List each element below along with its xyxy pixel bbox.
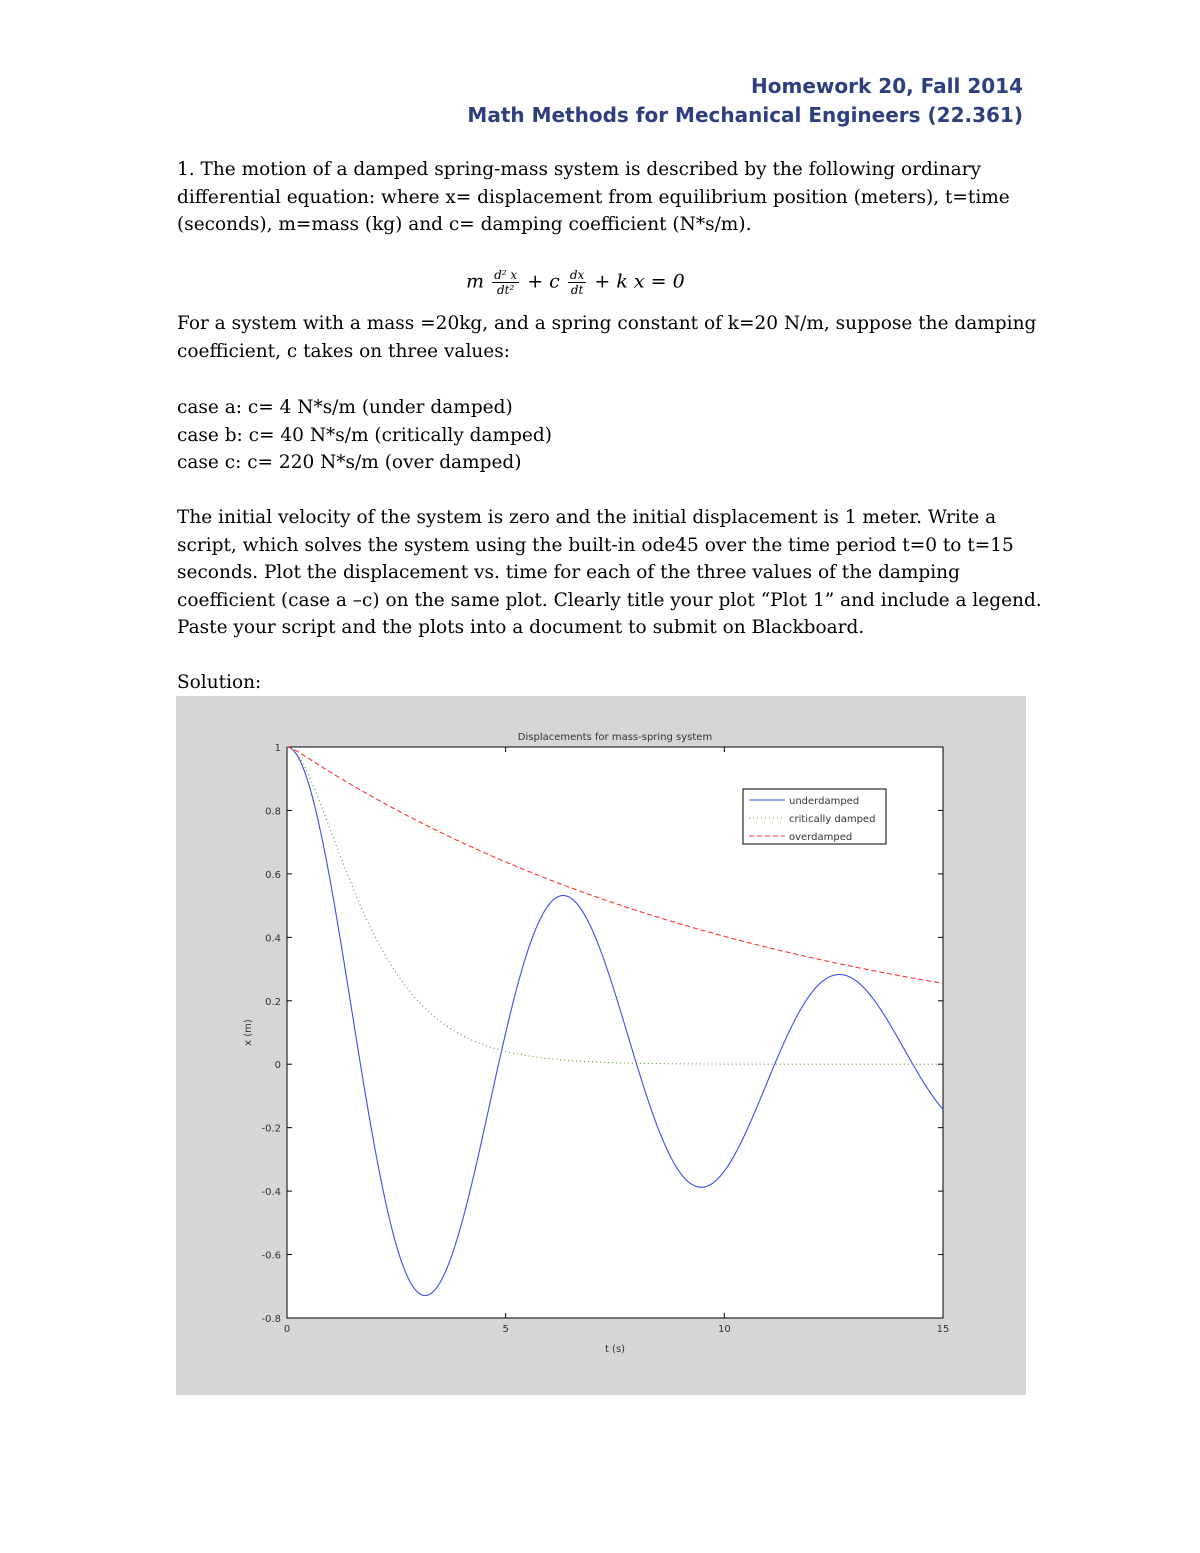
legend-label: overdamped bbox=[789, 832, 853, 843]
y-tick-label: 0.6 bbox=[265, 869, 281, 881]
case-c: case c: c= 220 N*s/m (over damped) bbox=[177, 452, 522, 474]
legend-label: underdamped bbox=[789, 796, 860, 807]
x-tick-label: 5 bbox=[502, 1324, 509, 1335]
course-title: Math Methods for Mechanical Engineers (22.361) bbox=[467, 103, 1023, 127]
legend-label: critically damped bbox=[789, 814, 876, 825]
y-tick-label: 1 bbox=[274, 743, 281, 754]
case-b: case b: c= 40 N*s/m (critically damped) bbox=[177, 424, 552, 446]
y-tick-label: 0 bbox=[274, 1060, 281, 1072]
eq-frac1-num: d² x bbox=[494, 268, 518, 282]
eq-second-derivative bbox=[492, 268, 519, 297]
x-tick-label: 10 bbox=[717, 1324, 731, 1335]
x-tick-label: 15 bbox=[936, 1324, 950, 1335]
differential-equation bbox=[466, 268, 685, 297]
eq-rest: + k x = 0 bbox=[594, 270, 685, 293]
x-tick-label: 0 bbox=[283, 1324, 291, 1335]
problem-intro: 1. The motion of a damped spring-mass system is described by the following ordinary differential equation: where x= displacement from equilibrium position (meters), t=time (seconds), m=mass (kg) and c= damping coefficient (N*s/m). bbox=[177, 159, 1010, 236]
displacement-chart bbox=[176, 696, 1026, 1395]
instructions: The initial velocity of the system is zero and the initial displacement is 1 meter. Write a script, which solves the system using the built-in ode45 over the time period t=0 to t=15 seconds. Plot the displacement vs. time for each of the three values of the damping coefficient (case a –c) on the same plot. Clearly title your plot “Plot 1” and include a legend. Paste your script and the plots into a document to submit on Blackboard. bbox=[177, 507, 1042, 639]
document-header bbox=[467, 72, 1023, 130]
eq-frac1-den: dt² bbox=[496, 283, 515, 297]
y-tick-label: -0.4 bbox=[261, 1187, 281, 1199]
system-description: For a system with a mass =20kg, and a spring constant of k=20 N/m, suppose the damping coefficient, c takes on three values: bbox=[177, 313, 1037, 362]
chart-title: Displacements for mass-spring system bbox=[517, 732, 713, 743]
eq-frac2-den: dt bbox=[570, 283, 584, 297]
y-tick-label: 0.4 bbox=[265, 933, 281, 945]
x-axis-label: t (s) bbox=[604, 1344, 626, 1355]
y-tick-label: -0.2 bbox=[261, 1123, 281, 1135]
solution-label: Solution: bbox=[177, 672, 262, 693]
case-a: case a: c= 4 N*s/m (under damped) bbox=[177, 397, 513, 418]
y-tick-label: 0.2 bbox=[265, 996, 281, 1008]
y-tick-label: -0.8 bbox=[261, 1314, 281, 1325]
eq-frac2-num: dx bbox=[569, 268, 585, 282]
damping-cases bbox=[177, 394, 1047, 477]
eq-m: m bbox=[466, 270, 485, 293]
homework-title: Homework 20, Fall 2014 bbox=[751, 74, 1023, 98]
y-tick-label: 0.8 bbox=[265, 806, 281, 818]
plot-figure bbox=[176, 696, 1026, 1395]
y-axis-label: x (m) bbox=[243, 1019, 254, 1046]
eq-plus-c: + c bbox=[527, 270, 560, 293]
eq-first-derivative bbox=[568, 268, 586, 297]
y-tick-label: -0.6 bbox=[261, 1250, 281, 1262]
